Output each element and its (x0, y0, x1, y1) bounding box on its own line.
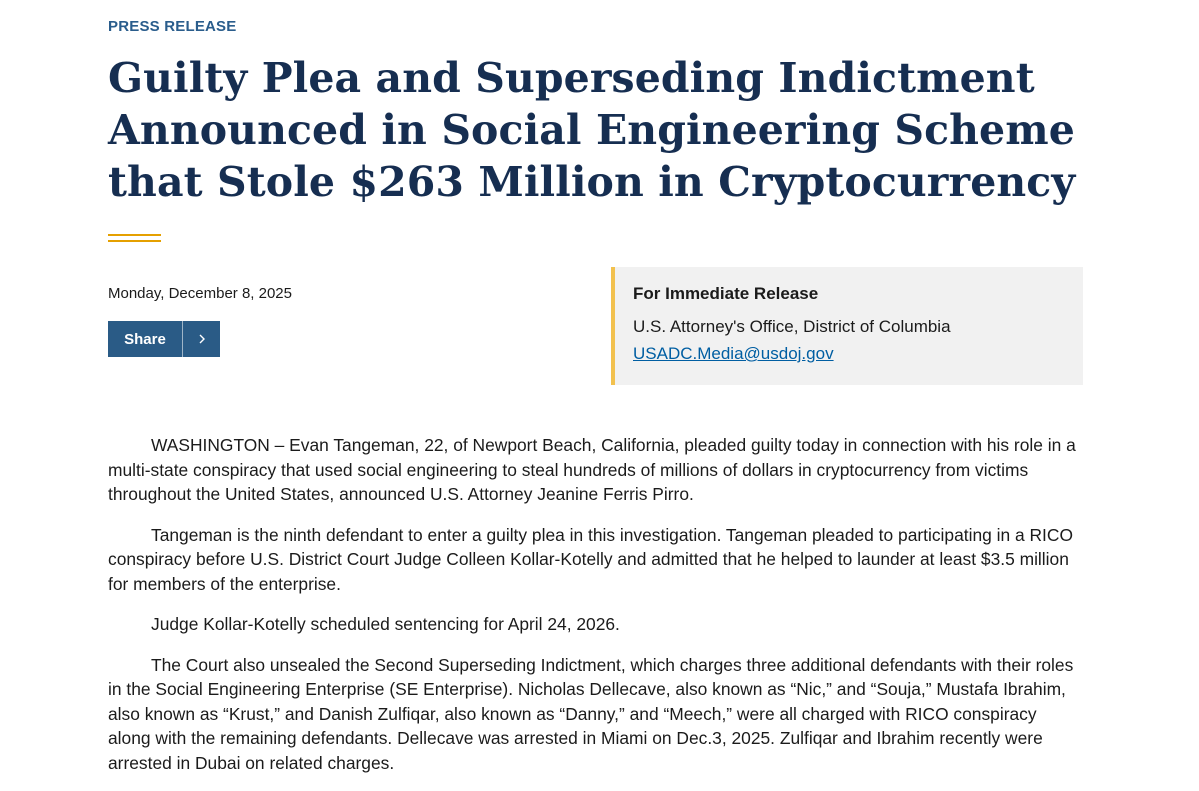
share-button-label: Share (124, 330, 166, 348)
media-email-link[interactable]: USADC.Media@usdoj.gov (633, 344, 834, 363)
release-date: Monday, December 8, 2025 (108, 285, 292, 302)
article-body (108, 433, 1083, 791)
chevron-right-icon (183, 321, 220, 357)
eyebrow-label: PRESS RELEASE (108, 18, 237, 35)
title-accent-rule-bottom (108, 240, 161, 242)
article-paragraph-1: WASHINGTON – Evan Tangeman, 22, of Newport Beach, California, pleaded guilty today in connection with his role in a multi-state conspiracy that used social engineering to steal hundreds of millions of dollars in cryptocurrency from victims throughout the United States, announced U.S. Attorney Jeanine Ferris Pirro. (108, 435, 1076, 504)
release-info-heading: For Immediate Release (633, 284, 819, 303)
release-info-office: U.S. Attorney's Office, District of Columbia (633, 317, 951, 336)
page-title: Guilty Plea and Superseding Indictment Announced in Social Engineering Scheme that Stole $263 Million in Cryptocurrency (108, 54, 1076, 206)
title-accent-rule-top (108, 234, 161, 236)
article-paragraph-3: Judge Kollar-Kotelly scheduled sentencing for April 24, 2026. (151, 614, 620, 634)
share-button[interactable] (108, 321, 220, 357)
release-info-box (611, 267, 1083, 385)
article-paragraph-2: Tangeman is the ninth defendant to enter a guilty plea in this investigation. Tangeman pleaded to participating in a RICO conspiracy before U.S. District Court Judge Colleen Kollar-Kotelly and admitted that he helped to launder at least $3.5 million for members of the enterprise. (108, 524, 1073, 594)
article-paragraph-4: The Court also unsealed the Second Superseding Indictment, which charges three additional defendants with their roles in the Social Engineering Enterprise (SE Enterprise). Nicholas Dellecave, also known as “Nic,” and “Souja,” Mustafa Ibrahim, also known as “Krust,” and Danish Zulfiqar, also known as “Danny,” and “Meech,” were all charged with RICO conspiracy along with the remaining defendants. Dellecave was arrested in Miami on Dec.3, 2025. Zulfiqar and Ibrahim recently were arrested in Dubai on related charges. (108, 654, 1074, 773)
